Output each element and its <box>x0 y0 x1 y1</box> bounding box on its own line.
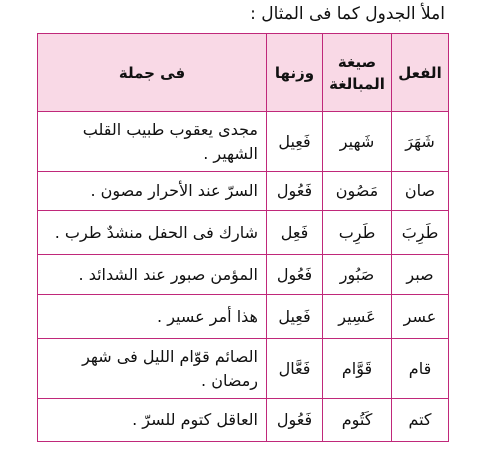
cell-form: قَوَّام <box>323 339 392 399</box>
header-wazn: وزنها <box>267 34 323 112</box>
cell-wazn: فَعُول <box>267 255 323 295</box>
cell-verb: عسر <box>392 295 449 339</box>
cell-verb: شَهَرَ <box>392 112 449 172</box>
cell-sentence: الصائم قوّام الليل فى شهر رمضان . <box>38 339 267 399</box>
cell-verb: طَرِبَ <box>392 211 449 255</box>
cell-wazn: فَعُول <box>267 399 323 442</box>
cell-wazn: فَعُول <box>267 172 323 211</box>
cell-wazn: فَعِيل <box>267 295 323 339</box>
exercise-instruction: املأ الجدول كما فى المثال : <box>250 4 445 24</box>
cell-form: شَهير <box>323 112 392 172</box>
cell-verb: صبر <box>392 255 449 295</box>
cell-verb: صان <box>392 172 449 211</box>
header-sentence: فى جملة <box>38 34 267 112</box>
cell-form: كَتُوم <box>323 399 392 442</box>
table-row <box>38 255 449 295</box>
cell-wazn: فَعِل <box>267 211 323 255</box>
cell-form: طَرِب <box>323 211 392 255</box>
table-row <box>38 399 449 442</box>
table-row <box>38 172 449 211</box>
cell-form: عَسِير <box>323 295 392 339</box>
table-row <box>38 339 449 399</box>
cell-sentence: العاقل كتوم للسرّ . <box>38 399 267 442</box>
cell-sentence: المؤمن صبور عند الشدائد . <box>38 255 267 295</box>
header-form: صيغة المبالغة <box>323 34 392 112</box>
cell-verb: كتم <box>392 399 449 442</box>
cell-wazn: فَعِيل <box>267 112 323 172</box>
exercise-table <box>37 33 449 442</box>
cell-form: صَبُور <box>323 255 392 295</box>
table-row <box>38 112 449 172</box>
cell-sentence: هذا أمر عسير . <box>38 295 267 339</box>
cell-form: مَصُون <box>323 172 392 211</box>
cell-sentence: السرّ عند الأحرار مصون . <box>38 172 267 211</box>
header-verb: الفعل <box>392 34 449 112</box>
cell-sentence: شارك فى الحفل منشدٌ طرب . <box>38 211 267 255</box>
cell-wazn: فَعَّال <box>267 339 323 399</box>
cell-sentence: مجدى يعقوب طبيب القلب الشهير . <box>38 112 267 172</box>
table-row <box>38 211 449 255</box>
cell-verb: قام <box>392 339 449 399</box>
table-row <box>38 295 449 339</box>
table-header-row <box>38 34 449 112</box>
